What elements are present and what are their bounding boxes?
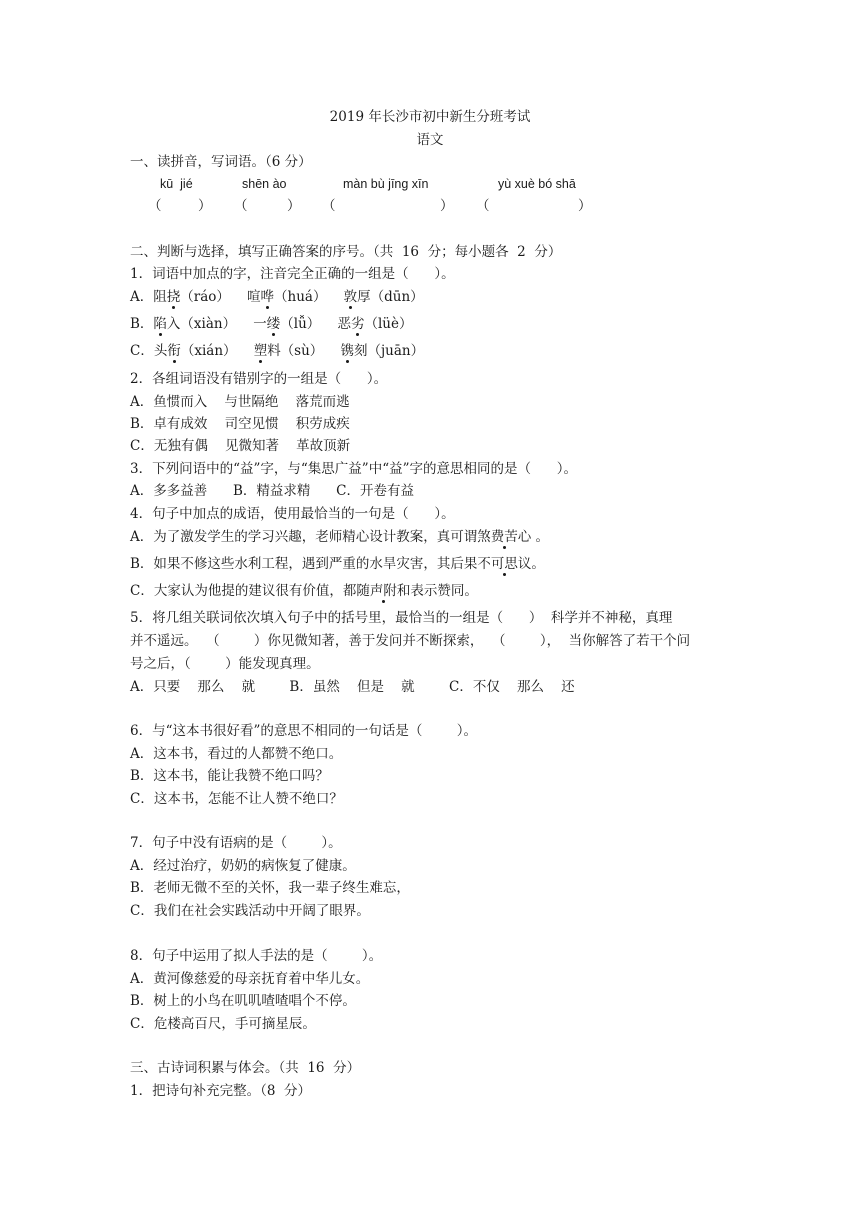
q1b-text-2: 入（xiàn） 一 bbox=[166, 316, 267, 332]
q5-line-1: 5．将几组关联词依次填入句子中的括号里，最恰当的一组是（ ） 科学并不神秘，真理 bbox=[130, 610, 673, 626]
q1a-dotted-char-2: 哗 bbox=[260, 289, 275, 305]
q5-line-2: 并不遥远。 （ ）你见微知著，善于发问并不断探索， （ ）， 当你解答了若干个问 bbox=[130, 633, 691, 649]
answer-bracket-open-2: （ bbox=[234, 198, 248, 214]
q1c-text-1: C．头 bbox=[130, 343, 168, 359]
q1-option-c bbox=[130, 342, 424, 360]
pinyin-2: shēn ào bbox=[242, 177, 287, 191]
q1b-dotted-char-2: 缕 bbox=[266, 316, 281, 332]
q7-option-c: C．我们在社会实践活动中开阔了眼界。 bbox=[130, 903, 370, 919]
q1c-text-3: 料（sù） bbox=[267, 343, 341, 359]
q8-option-c: C．危楼高百尺，手可摘星辰。 bbox=[130, 1016, 316, 1032]
q4c-text-1: C．大家认为他提的建议很有价值，都 bbox=[130, 583, 357, 599]
q1a-text-2: （ráo） bbox=[180, 289, 248, 305]
section-3-heading: 三、古诗词积累与体会。（共 16 分） bbox=[130, 1060, 361, 1076]
s3-q1-stem: 1．把诗句补充完整。（8 分） bbox=[130, 1083, 312, 1099]
q1-option-b bbox=[130, 315, 412, 333]
q2-option-c: C．无独有偶 见微知著 革故顶新 bbox=[130, 438, 351, 454]
q1b-dotted-char-3: 劣 bbox=[350, 316, 365, 332]
q4c-dotted-idiom: 随声附和 bbox=[356, 583, 411, 599]
q8-option-b: B．树上的小鸟在叽叽喳喳唱个不停。 bbox=[130, 993, 356, 1009]
pinyin-1: kū jié bbox=[160, 177, 193, 191]
q8-option-a: A．黄河像慈爱的母亲抚育着中华儿女。 bbox=[130, 971, 370, 987]
q4-option-a bbox=[130, 528, 549, 546]
q6-option-a: A．这本书，看过的人都赞不绝口。 bbox=[130, 746, 343, 762]
q1c-text-4: 刻（juān） bbox=[353, 343, 425, 359]
q1c-dotted-char-2: 塑 bbox=[253, 343, 268, 359]
q7-option-b: B．老师无微不至的关怀，我一辈子终生难忘， bbox=[130, 880, 410, 896]
q2-option-a: A．鱼惯而入 与世隔绝 落荒而逃 bbox=[130, 394, 350, 410]
q4c-text-2: 表示赞同。 bbox=[410, 583, 478, 599]
answer-bracket-close-4: ） bbox=[578, 198, 592, 214]
q3-stem: 3．下列问语中的“益”字，与“集思广益”中“益”字的意思相同的是（ ）。 bbox=[130, 461, 577, 477]
q1-option-a bbox=[130, 288, 424, 306]
q4-stem: 4．句子中加点的成语，使用最恰当的一句是（ ）。 bbox=[130, 506, 455, 522]
q4-option-b bbox=[130, 555, 545, 573]
q4a-text-2: 。 bbox=[531, 529, 550, 545]
section-2-heading: 二、判断与选择，填写正确答案的序号。（共 16 分；每小题各 2 分） bbox=[130, 244, 562, 260]
q1a-text-5: 厚（dūn） bbox=[357, 289, 424, 305]
q8-stem: 8．句子中运用了拟人手法的是（ ）。 bbox=[130, 948, 383, 964]
answer-bracket-close-1: ） bbox=[198, 198, 212, 214]
q1a-text-3: 喧 bbox=[247, 289, 261, 305]
answer-bracket-open-1: （ bbox=[148, 198, 162, 214]
q6-option-c: C．这本书，怎能不让人赞不绝口？ bbox=[130, 791, 343, 807]
q1b-dotted-char-1: 陷 bbox=[153, 316, 167, 332]
q4b-text-1: B．如果不修这些水利工程，遇到严重的水旱灾害，其后果 bbox=[130, 556, 478, 572]
q4a-text-1: A．为了激发学生的学习兴趣，老师精心设计教案，真可谓 bbox=[130, 529, 478, 545]
q5-line-3: 号之后，（ ）能发现真理。 bbox=[130, 656, 320, 672]
answer-bracket-open-4: （ bbox=[476, 198, 490, 214]
q7-stem: 7．句子中没有语病的是（ ）。 bbox=[130, 835, 342, 851]
q5-options: A．只要 那么 就 B．虽然 但是 就 C．不仅 那么 还 bbox=[130, 679, 575, 695]
q1c-dotted-char-3: 镌 bbox=[340, 343, 354, 359]
answer-bracket-open-3: （ bbox=[322, 198, 336, 214]
q1a-dotted-char-1: 挠 bbox=[166, 289, 181, 305]
q1b-text-4: （lüè） bbox=[364, 316, 413, 332]
section-1-heading: 一、读拼音，写词语。（6 分） bbox=[130, 154, 312, 170]
q1a-dotted-char-3: 敦 bbox=[343, 289, 358, 305]
q4b-text-2: 。 bbox=[531, 556, 545, 572]
q2-option-b: B．卓有成效 司空见惯 积劳成疾 bbox=[130, 416, 350, 432]
q4b-dotted-idiom: 不可思议 bbox=[477, 556, 532, 572]
q1a-text-1: A．阻 bbox=[130, 289, 167, 305]
q1c-dotted-char-1: 衔 bbox=[167, 343, 181, 359]
q4a-dotted-idiom: 煞费苦心 bbox=[477, 529, 532, 545]
answer-bracket-close-3: ） bbox=[440, 198, 454, 214]
q1-stem: 1．词语中加点的字，注音完全正确的一组是（ ）。 bbox=[130, 266, 455, 282]
exam-title: 2019 年长沙市初中新生分班考试 bbox=[329, 109, 531, 125]
q2-stem: 2．各组词语没有错别字的一组是（ ）。 bbox=[130, 371, 388, 387]
pinyin-4: yù xuè bó shā bbox=[498, 177, 576, 191]
q1b-text-1: B． bbox=[130, 316, 154, 332]
q4-option-c bbox=[130, 582, 478, 600]
q1b-text-3: （lǚ） 恶 bbox=[280, 316, 351, 332]
pinyin-3: màn bù jīng xīn bbox=[343, 177, 429, 191]
q7-option-a: A．经过治疗，奶奶的病恢复了健康。 bbox=[130, 858, 356, 874]
q1c-text-2: （xián） bbox=[180, 343, 254, 359]
answer-bracket-close-2: ） bbox=[287, 198, 301, 214]
q1a-text-4: （huá） bbox=[274, 289, 344, 305]
q6-stem: 6．与“这本书很好看”的意思不相同的一句话是（ ）。 bbox=[130, 723, 477, 739]
exam-subject: 语文 bbox=[416, 132, 444, 148]
q3-options: A．多多益善 B．精益求精 C．开卷有益 bbox=[130, 483, 414, 499]
q6-option-b: B．这本书，能让我赞不绝口吗？ bbox=[130, 768, 329, 784]
